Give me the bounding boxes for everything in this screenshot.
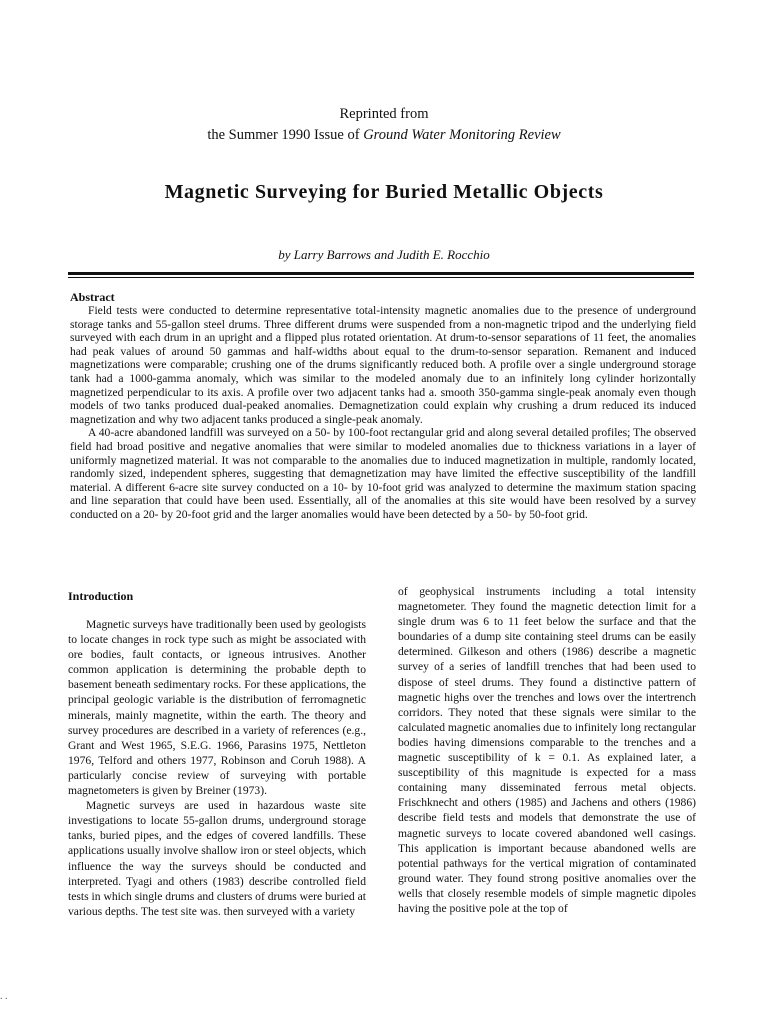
margin-mark: . .	[0, 991, 8, 1002]
introduction-paragraph-continued: of geophysical instruments including a total intensity magnetometer. They found the magnetic detection limit for a single drum was 6 to 11 feet below the surface and that the boundaries of a dump site containing steel drums can be easily determined. Gilkeson and others (1986) describe a magnetic survey of a series of landfill trenches that had been used to dispose of steel drums. They found a distinctive pattern of magnetic highs over the trenches and lows over the intertrench corridors. They noted that these signals were similar to the calculated magnetic anomalies due to infinitely long rectangular bodies having dimensions comparable to the trenches and a magnetic susceptibility of k = 0.1. As explained later, a susceptibility of this magnitude is expected for a mass containing many disseminated ferrous metal objects. Frischknecht and others (1985) and Jachens and others (1986) describe field tests and models that demonstrate the use of magnetic surveys to locate covered abandoned well casings. This application is important because abandoned wells are potential pathways for the vertical migration of contaminated ground water. They found strong positive anomalies over the wells that closely resemble models of simple magnetic dipoles having the positive pole at the top of	[398, 585, 696, 915]
reprint-notice	[0, 104, 768, 146]
introduction-paragraph-2: Magnetic surveys are used in hazardous waste site investigations to locate 55-gallon drums, underground storage tanks, buried pipes, and the edges of covered landfills. These applications usually involve shallow iron or steel objects, which influence the way the surveys should be conducted and interpreted. Tyagi and others (1983) describe controlled field tests in which single drums and clusters of drums were buried at various depths. The test site was. then surveyed with a variety	[68, 799, 366, 918]
left-column	[68, 587, 366, 919]
introduction-heading: Introduction	[68, 589, 134, 603]
header-rule-thin	[68, 277, 694, 278]
introduction-paragraph-1: Magnetic surveys have traditionally been used by geologists to locate changes in rock type such as might be associated with ore bodies, fault contacts, or igneous intrusives. Another common application is determining the probable depth to basement beneath sedimentary rocks. For these applications, the principal geologic variable is the distribution of ferromagnetic minerals, mainly magnetite, within the earth. The theory and survey procedures are described in a variety of references (e.g., Grant and West 1965, S.E.G. 1966, Parasins 1975, Nettleton 1976, Telford and others 1977, Robinson and Coruh 1988). A particularly concise review of surveying with portable magnetometers is given by Breiner (1973).	[68, 618, 366, 798]
abstract-heading: Abstract	[70, 290, 115, 304]
reprint-issue: the Summer 1990 Issue of	[207, 127, 364, 143]
right-column	[398, 584, 696, 916]
abstract-section	[70, 290, 696, 522]
header-rule-thick	[68, 272, 694, 275]
author-byline: by Larry Barrows and Judith E. Rocchio	[278, 247, 490, 262]
abstract-paragraph-2: A 40-acre abandoned landfill was surveyed on a 50- by 100-foot rectangular grid and along several detailed profiles; The observed field had broad positive and negative anomalies that were similar to modeled anomalies due to thickness variations in a layer of uniformly magnetized material. It was not comparable to the anomalies due to induced magnetization in multiple, randomly located, randomly sized, independent spheres, suggesting that demagnetization may have limited the effective susceptibility of the landfill material. A different 6-acre site survey conducted on a 10- by 10-foot grid was analyzed to determine the maximum station spacing and line separation that could have been used. Essentially, all of the anomalies at this site would have been resolved by a survey conducted on a 20- by 20-foot grid and the larger anomalies would have been detected by a 50- by 50-foot grid.	[70, 426, 696, 521]
reprint-source-line	[0, 125, 768, 146]
reprint-line: Reprinted from	[339, 106, 429, 122]
journal-name: Ground Water Monitoring Review	[363, 127, 561, 143]
paper-title: Magnetic Surveying for Buried Metallic Objects	[164, 181, 604, 203]
abstract-paragraph-1: Field tests were conducted to determine representative total-intensity magnetic anomalies due to the presence of underground storage tanks and 55-gallon steel drums. Three different drums were suspended from a non-magnetic tripod and the underlying field surveyed with each drum in an upright and a flipped plus rotated orientation. At drum-to-sensor separations of 11 feet, the anomalies had peak values of around 50 gammas and half-widths about equal to the drum-to-sensor separation. Remanent and induced magnetizations were comparable; crushing one of the drums significantly reduced both. A profile over a single underground storage tank had a 1000-gamma anomaly, which was similar to the modeled anomaly due to an infinitely long cylinder horizontally magnetized perpendicular to its axis. A profile over two adjacent tanks had a. smooth 350-gamma single-peak anomaly even though models of two tanks produced dual-peaked anomalies. Demagnetization could explain why crushing a drum reduced its induced magnetization and why two adjacent tanks produced a single-peak anomaly.	[70, 304, 696, 426]
